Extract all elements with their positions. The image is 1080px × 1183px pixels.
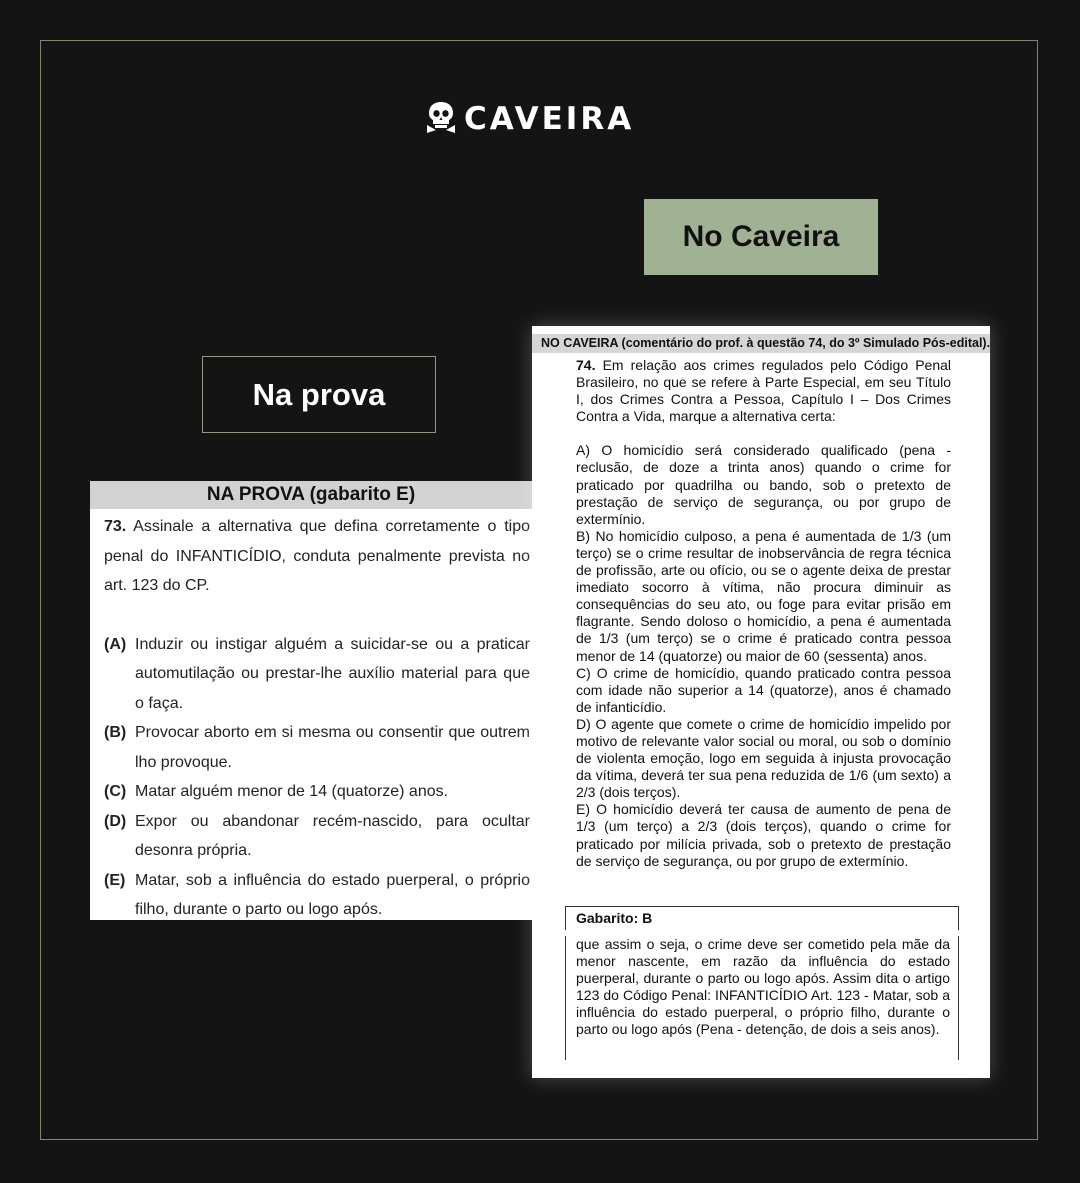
question-stem-text: Em relação aos crimes regulados pelo Código Penal Brasileiro, no que se refere à Parte Especial, em seu Título I, dos Crimes Contra a Pessoa, Capítulo I – Dos Crimes Contra a Vida, marque a alternativa certa: xyxy=(576,357,951,425)
option-c xyxy=(104,777,530,807)
option-text: Expor ou abandonar recém-nascido, para ocultar desonra própria. xyxy=(135,812,530,859)
caveira-question-stem xyxy=(576,357,951,425)
question-stem-text: Assinale a alternativa que defina corretamente o tipo penal do INFANTICÍDIO, conduta penalmente prevista no art. 123 do CP. xyxy=(104,518,530,594)
answer-comment: que assim o seja, o crime deve ser cometido pela mãe da menor nascente, em razão da influência do estado puerperal, durante o parto ou logo após. Assim dita o artigo 123 do Código Penal: INFANTICÍDIO Art. 123 - Matar, sob a influência do estado puerperal, o próprio filho, durante o parto ou logo após (Pena - detenção, de dois a seis anos). xyxy=(565,936,959,1060)
exam-question-stem xyxy=(104,512,530,601)
caveira-option-e: E) O homicídio deverá ter causa de aumento de pena de 1/3 (um terço) a 2/3 (dois terços), quando o crime for praticado por milícia privada, sob o pretexto de prestação de serviço de segurança, ou por grupo de extermínio. xyxy=(576,801,951,869)
na-prova-label: Na prova xyxy=(202,356,436,433)
option-letter: (B) xyxy=(104,724,127,741)
option-text: Provocar aborto em si mesma ou consentir que outrem lho provoque. xyxy=(135,724,530,771)
caveira-question-document xyxy=(532,326,990,1078)
option-e xyxy=(104,866,530,921)
option-a xyxy=(104,630,530,719)
exam-question-document xyxy=(90,481,532,920)
option-letter: (D) xyxy=(104,812,127,830)
caveira-option-a: A) O homicídio será considerado qualificado (pena - reclusão, de doze a trinta anos) quando o crime for praticado por quadrilha ou bando, sob o pretexto de prestação de serviço de segurança, ou por grupo de extermínio. xyxy=(576,442,951,527)
option-b xyxy=(104,718,530,777)
option-text: Matar alguém menor de 14 (quatorze) anos. xyxy=(135,783,449,800)
question-number: 74. xyxy=(576,357,596,373)
option-letter: (A) xyxy=(104,635,127,653)
option-text: Induzir ou instigar alguém a suicidar-se ou a praticar automutilação ou prestar-lhe auxílio material para que o faça. xyxy=(135,635,530,712)
caveira-option-c: C) O crime de homicídio, quando praticado contra pessoa com idade não superior a 14 (quatorze), anos é chamado de infanticídio. xyxy=(576,664,951,715)
exam-question-header: NA PROVA (gabarito E) xyxy=(90,481,532,509)
option-text: Matar, sob a influência do estado puerperal, o próprio filho, durante o parto ou logo após. xyxy=(135,871,530,918)
caveira-option-b: B) No homicídio culposo, a pena é aumentada de 1/3 (um terço) se o crime resultar de inobservância de regra técnica de profissão, arte ou ofício, ou se o agente deixa de prestar imediato socorro à vítima, não procura diminuir as consequências do seu ato, ou foge para evitar prisão em flagrante. Sendo doloso o homicídio, a pena é aumentada de 1/3 (um terço) se o crime é praticado contra pessoa menor de 14 (quatorze) ou maior de 60 (sessenta) anos. xyxy=(576,527,951,664)
caveira-question-header: NO CAVEIRA (comentário do prof. à questão 74, do 3º Simulado Pós-edital). xyxy=(532,334,990,353)
answer-key-box: Gabarito: B xyxy=(565,906,959,930)
caveira-option-d: D) O agente que comete o crime de homicídio impelido por motivo de relevante valor social ou moral, ou sob o domínio de violenta emoção, logo em seguida à injusta provocação da vítima, deverá ter sua pena reduzida de 1/6 (um sexto) a 2/3 (dois terços). xyxy=(576,715,951,801)
brand-name: CAVEIRA xyxy=(464,101,635,137)
option-letter: (E) xyxy=(104,871,126,889)
option-letter: (C) xyxy=(104,783,127,800)
brand-logo xyxy=(424,102,634,136)
no-caveira-label: No Caveira xyxy=(644,199,878,275)
option-d xyxy=(104,807,530,866)
question-number: 73. xyxy=(104,518,127,535)
skull-icon xyxy=(424,100,458,139)
